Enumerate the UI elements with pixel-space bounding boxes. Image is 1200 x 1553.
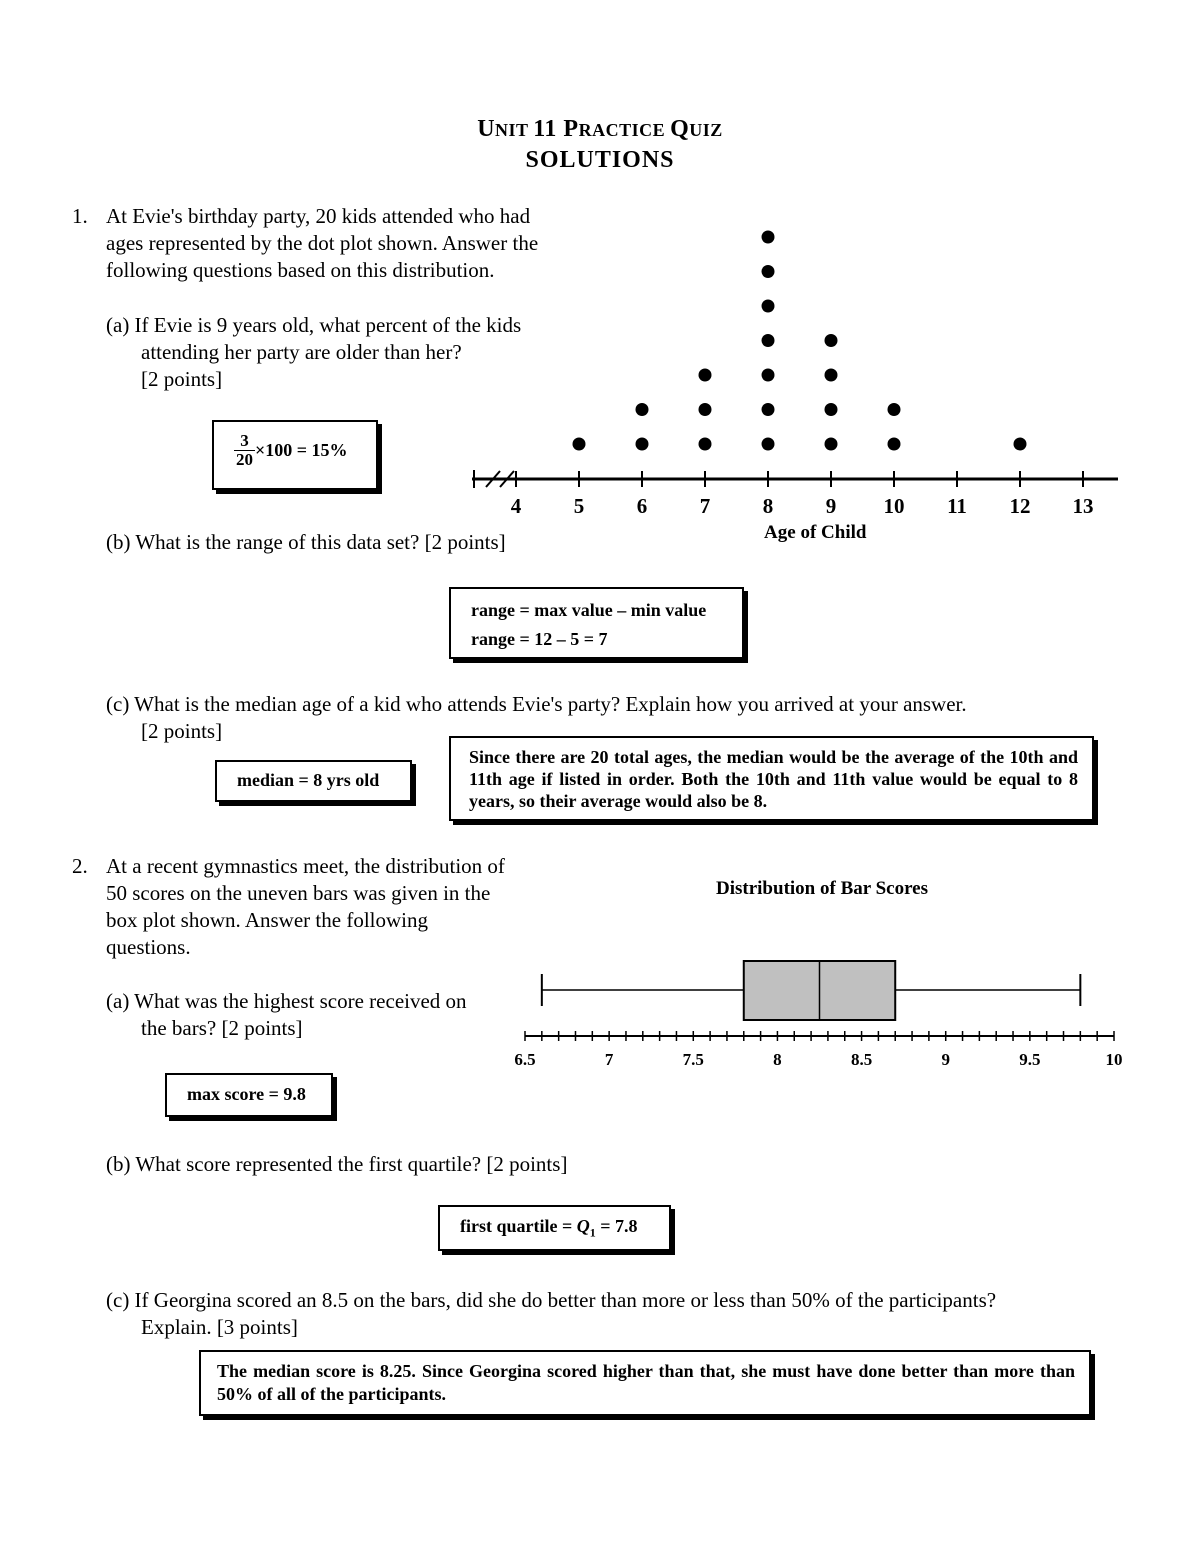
dot-plot-point xyxy=(762,334,775,347)
answer-1a-box: $\frac{3}{20}$ ×100 = 15% xyxy=(212,420,378,490)
dot-plot-point xyxy=(825,334,838,347)
dot-plot-tick-label: 13 xyxy=(1072,494,1094,518)
dot-plot-point xyxy=(762,300,775,313)
box-plot-title: Distribution of Bar Scores xyxy=(716,878,928,899)
answer-2c-box: The median score is 8.25. Since Georgina scored higher than that, she must have done better than more than 50% of all of the participants. xyxy=(199,1350,1091,1416)
question-2b: (b) What score represented the first quartile? [2 points] xyxy=(106,1152,568,1176)
dot-plot-point xyxy=(636,403,649,416)
box-plot-tick-label: 8 xyxy=(773,1050,782,1069)
dot-plot-point xyxy=(762,265,775,278)
answer-1c-explanation-box: Since there are 20 total ages, the median would be the average of the 10th and 11th age if listed in order. Both the 10th and 11th value would be equal to 8 years, so their average would also be 8. xyxy=(449,736,1094,821)
dot-plot-point xyxy=(825,438,838,451)
question-1b: (b) What is the range of this data set? [2 points] xyxy=(106,530,506,554)
question-1-prompt: At Evie's birthday party, 20 kids attended who had ages represented by the dot plot shown. Answer the following questions based on this distribution. xyxy=(106,204,539,282)
box-plot-tick-label: 7 xyxy=(604,1050,614,1069)
dot-plot-point xyxy=(762,438,775,451)
box-plot-tick-label: 8.5 xyxy=(850,1050,873,1069)
dot-plot-point xyxy=(573,438,586,451)
page-subtitle: SOLUTIONS xyxy=(525,147,675,173)
question-1c: (c) What is the median age of a kid who attends Evie's party? Explain how you arrived at your answer. [2 points] xyxy=(106,692,967,743)
dot-plot-tick-label: 11 xyxy=(947,494,967,518)
question-2-number: 2. xyxy=(72,854,88,878)
box-plot-tick-label: 6.5 xyxy=(514,1050,536,1069)
answer-2a-box: max score = 9.8 xyxy=(165,1073,333,1117)
dot-plot-point xyxy=(825,369,838,382)
dot-plot-point xyxy=(699,369,712,382)
question-2-prompt: At a recent gymnastics meet, the distribution of 50 scores on the uneven bars was given in the box plot shown. Answer the following questions. xyxy=(106,854,505,959)
dot-plot-xlabel: Age of Child xyxy=(764,522,867,543)
dot-plot-tick-label: 8 xyxy=(762,494,774,518)
dot-plot-point xyxy=(636,438,649,451)
question-2a: (a) What was the highest score received on the bars? [2 points] xyxy=(106,989,467,1040)
question-1a: (a) If Evie is 9 years old, what percent of the kids attending her party are older than her? [2 points] xyxy=(106,313,522,391)
dot-plot-tick-label: 12 xyxy=(1009,494,1031,518)
dot-plot-point xyxy=(888,438,901,451)
dot-plot-point xyxy=(888,403,901,416)
box-plot-tick-label: 10 xyxy=(1105,1050,1123,1069)
dot-plot-point xyxy=(762,403,775,416)
answer-2b-box: first quartile = $Q_1 = 7.8$ xyxy=(438,1205,671,1251)
dot-plot-tick-label: 5 xyxy=(573,494,585,518)
dot-plot-tick-label: 10 xyxy=(883,494,905,518)
dot-plot-chart xyxy=(460,220,1130,550)
box-plot-tick-label: 9.5 xyxy=(1019,1050,1041,1069)
question-2c: (c) If Georgina scored an 8.5 on the bars, did she do better than more or less than 50% of the participants? Explain. [3 points] xyxy=(106,1288,997,1339)
page-title: UNIT 11 PRACTICE QUIZ xyxy=(477,116,723,142)
dot-plot-point xyxy=(699,403,712,416)
dot-plot-point xyxy=(825,403,838,416)
dot-plot-point xyxy=(699,438,712,451)
dot-plot-point xyxy=(762,369,775,382)
dot-plot-tick-label: 7 xyxy=(699,494,711,518)
dot-plot-tick-label: 4 xyxy=(510,494,522,518)
dot-plot-point xyxy=(762,231,775,244)
question-1-number: 1. xyxy=(72,204,88,228)
box-plot-tick-label: 9 xyxy=(941,1050,950,1069)
answer-1c-median-box: median = 8 yrs old xyxy=(215,760,412,802)
box-plot-tick-label: 7.5 xyxy=(682,1050,704,1069)
answer-1b-box: range = max value – min value range = 12 – 5 = 7 xyxy=(449,587,744,659)
dot-plot-point xyxy=(1014,438,1027,451)
dot-plot-tick-label: 9 xyxy=(825,494,837,518)
dot-plot-tick-label: 6 xyxy=(636,494,648,518)
box-plot-chart xyxy=(500,868,1140,1078)
answer-1a-fraction: $\frac{3}{20}$ xyxy=(236,431,253,469)
